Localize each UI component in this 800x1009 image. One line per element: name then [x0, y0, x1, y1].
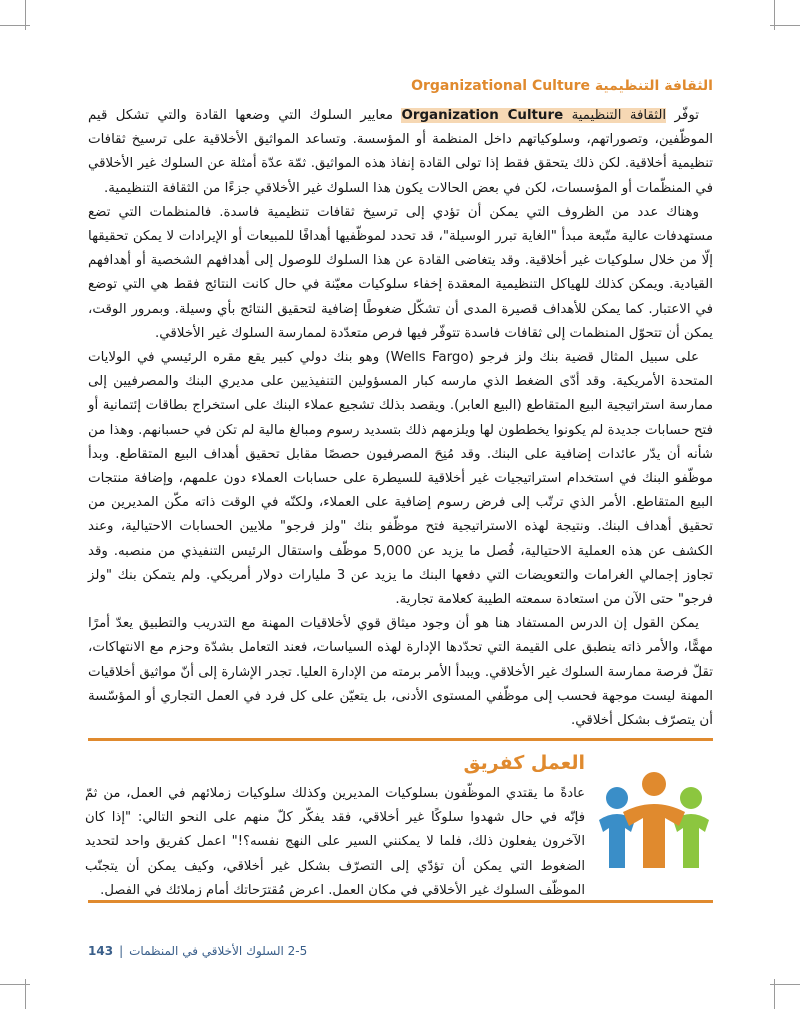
- people-group-icon: [595, 768, 713, 872]
- chapter-label: 2-5 السلوك الأخلاقي في المنظمات: [129, 944, 308, 958]
- footer-separator: |: [119, 944, 124, 958]
- wells-fargo-english: Wells Fargo: [390, 350, 469, 366]
- body-text: [88, 104, 713, 733]
- term-english: Organization Culture: [401, 108, 564, 123]
- paragraph-2: وهناك عدد من الظروف التي يمكن أن تؤدي إلى ترسيخ ثقافات تنظيمية فاسدة. فالمنظمات التي تضع مستهدفات عالية متّبعة مبدأ "الغاية تبرر الوسيلة"، قد تحدد لموظّفيها أهدافًا للمبيعات أو الإيرادات لا يمكن تحقيقها إلّا من خلال سلوكيات غير أخلاقية. وقد يتغاضى القادة عن هذا السلوك للوصول إلى أهدافهم الشخصية أو أهدافهم القيادية. ويمكن كذلك للهياكل التنظيمية المعقدة إخفاء سلوكيات معيّنة في حال كانت النتائج فقط هي التي توضع في الاعتبار. كما يمكن للأهداف قصيرة المدى أن تشكّل ضغوطًا إضافية لتحقيق النتائج بأي وسيلة. وبمرور الوقت، يمكن أن تتحوّل المنظمات إلى ثقافات فاسدة تتوفّر فيها فرص متعدّدة لممارسة السلوك غير الأخلاقي.: [88, 204, 713, 341]
- highlighted-term: [401, 108, 666, 123]
- teamwork-title: العمل كفريق: [463, 752, 585, 774]
- section-title-arabic: الثقافة التنظيمية: [594, 78, 713, 94]
- teamwork-box: [85, 738, 713, 902]
- crop-mark: [0, 984, 30, 985]
- section-title-english: Organizational Culture: [411, 78, 591, 94]
- term-arabic: الثقافة التنظيمية: [571, 108, 667, 123]
- crop-mark: [770, 25, 800, 26]
- page-number: 143: [88, 944, 114, 958]
- paragraph-4: يمكن القول إن الدرس المستفاد هنا هو أن وجود ميثاق قوي لأخلاقيات المهنة مع التدريب والتطبيق يعدّ أمرًا مهمًّا، والأمر ذاته ينطبق على القيمة التي تحدّدها الإدارة لهذه السياسات، فعند التعامل بشدّة وحزم مع الانتهاكات، تقلّ فرصة ممارسة السلوك غير الأخلاقي. ويبدأ الأمر برمته من الإدارة العليا. تجدر الإشارة إلى أنّ مواثيق أخلاقيات المهنة ليست موجهة فحسب إلى موظّفي المستوى الأدنى، بل يتعيّن على كل فرد في العمل التجاري أو المؤسّسة أن يتصرّف بشكل أخلاقي.: [88, 616, 713, 729]
- paragraph-1: توفّر الثقافة التنظيمية Organization Culture معايير السلوك التي وضعها القادة والتي تشكل قيم الموظّفين، وتصوراتهم، وسلوكياتهم داخل المنظمة أو المؤسسة. وتساعد المواثيق الأخلاقية على ترسيخ ثقافات تنظيمية أخلاقية. لكن ذلك يتحقق فقط إذا تولى القادة إنفاذ هذه المواثيق. ثمّة عدّة أمثلة عن السلوك غير الأخلاقي في المنظّمات أو المؤسسات، لكن في بعض الحالات يكون هذا السلوك غير الأخلاقي جزءًا من الثقافة التنظيمية.: [88, 108, 713, 196]
- crop-mark: [0, 25, 30, 26]
- teamwork-text: عادةً ما يقتدي الموظّفون بسلوكيات المديرين وكذلك سلوكيات زملائهم في العمل، من ثمّ فإنّه في حال شهدوا سلوكًا غير أخلاقي، فقد يفكّر كلّ منهم على النحو التالي: "إذا كان الآخرون يفعلون ذلك، فلما لا يمكنني السير على النهج نفسه؟!" اعمل كفريق واحد لتحديد الضغوط التي يمكن أن تؤدّي إلى التصرّف بشكل غير أخلاقي، وكيف يمكن أن يتجنّب الموظّف السلوك غير الأخلاقي في مكان العمل. اعرض مُقترَحاتك أمام زملائك في الفصل.: [85, 786, 585, 898]
- paragraph-3: على سبيل المثال قضية بنك ولز فرجو (Wells Fargo) وهو بنك دولي كبير يقع مقره الرئيسي في الولايات المتحدة الأمريكية. وقد أدّى الضغط الذي مارسه كبار المسؤولين التنفيذيين على مديري البنك والمصرفيين إلى ممارسة استراتيجية البيع المتقاطع (البيع العابر). ويقصد بذلك تشجيع عملاء البنك على استخراج بطاقات إئتمانية أو فتح حسابات جديدة لم يكونوا يخططون لها ويلزمهم ذلك بتسديد رسوم ومبالغ مالية لم تكن في حسبانهم. وهذا من شأنه أن يدّر عائدات إضافية على البنك. وقد مُنِحَ المصرفيون حصصًا مقابل تحقيق أهداف البيع المتقاطع. وبدأ موظّفو البنك في استخدام استراتيجيات غير أخلاقية للسيطرة على حسابات العملاء دون علمهم، وإضافة منتجات البيع المتقاطع. الأمر الذي ترتّب إلى فرض رسوم إضافية على العملاء، ولكنّه في الوقت ذاته مكّن المديرين من تحقيق أهداف البنك. ونتيجة لهذه الاستراتيجية فتح موظّفو بنك "ولز فرجو" ملايين الحسابات الاحتيالية، وعند الكشف عن هذه العملية الاحتيالية، فُصل ما يزيد عن 5,000 موظّف واستقال الرئيس التنفيذي من منصبه. وقد تجاوز إجمالي الغرامات والتعويضات التي دفعها البنك ما يزيد عن 3 مليارات دولار أمريكي. ولم يتمكن بنك "ولز فرجو" حتى الآن من استعادة سمعته الطيبة كعلامة تجارية.: [88, 350, 714, 608]
- crop-mark: [770, 984, 800, 985]
- page-footer: [88, 944, 307, 958]
- box-bottom-rule: [88, 900, 713, 903]
- box-top-rule: [88, 738, 713, 741]
- section-heading: [88, 78, 713, 94]
